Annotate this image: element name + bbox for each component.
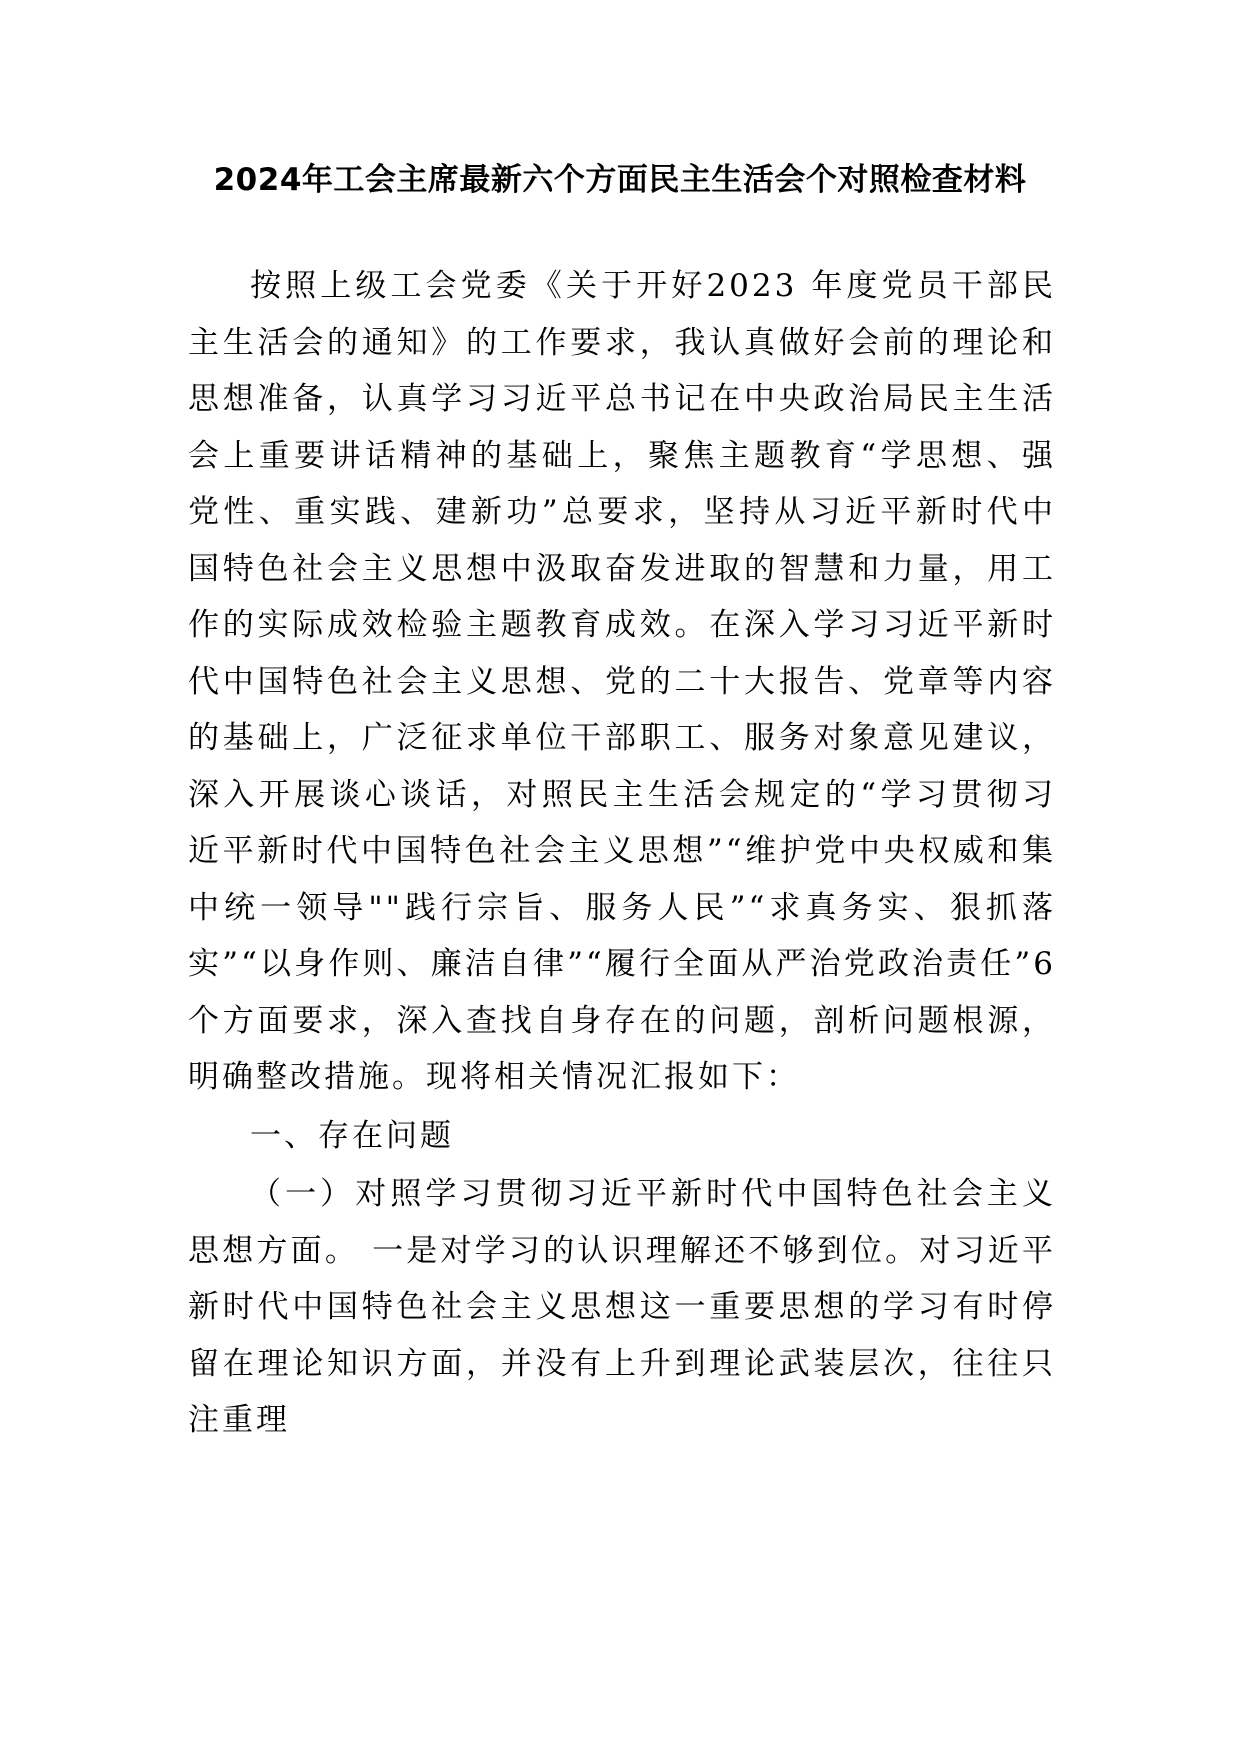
document-title: 2024年工会主席最新六个方面民主生活会个对照检查材料 <box>213 162 1027 198</box>
section-heading-problems: 一、存在问题 <box>250 1117 454 1154</box>
document-body <box>188 258 1056 1449</box>
intro-paragraph: 按照上级工会党委《关于开好2023 年度党员干部民主生活会的通知》的工作要求，我认真做好会前的理论和思想准备，认真学习习近平总书记在中央政治局民主生活会上重要讲话精神的基础上，聚焦主题教育“学思想、强党性、重实践、建新功”总要求，坚持从习近平新时代中国特色社会主义思想中汲取奋发进取的智慧和力量，用工作的实际成效检验主题教育成效。在深入学习习近平新时代中国特色社会主义思想、党的二十大报告、党章等内容的基础上，广泛征求单位干部职工、服务对象意见建议，深入开展谈心谈话，对照民主生活会规定的“学习贯彻习近平新时代中国特色社会主义思想”“维护党中央权威和集中统一领导""践行宗旨、服务人民”“求真务实、狠抓落实”“以身作则、廉洁自律”“履行全面从严治党政治责任”6个方面要求，深入查找自身存在的问题，剖析问题根源，明确整改措施。现将相关情况汇报如下： <box>188 268 1056 1095</box>
subsection-paragraph-1: （一）对照学习贯彻习近平新时代中国特色社会主义思想方面。 一是对学习的认识理解还不够到位。对习近平新时代中国特色社会主义思想这一重要思想的学习有时停留在理论知识方面，并没有上升到理论武装层次，往往只注重理 <box>188 1176 1056 1438</box>
